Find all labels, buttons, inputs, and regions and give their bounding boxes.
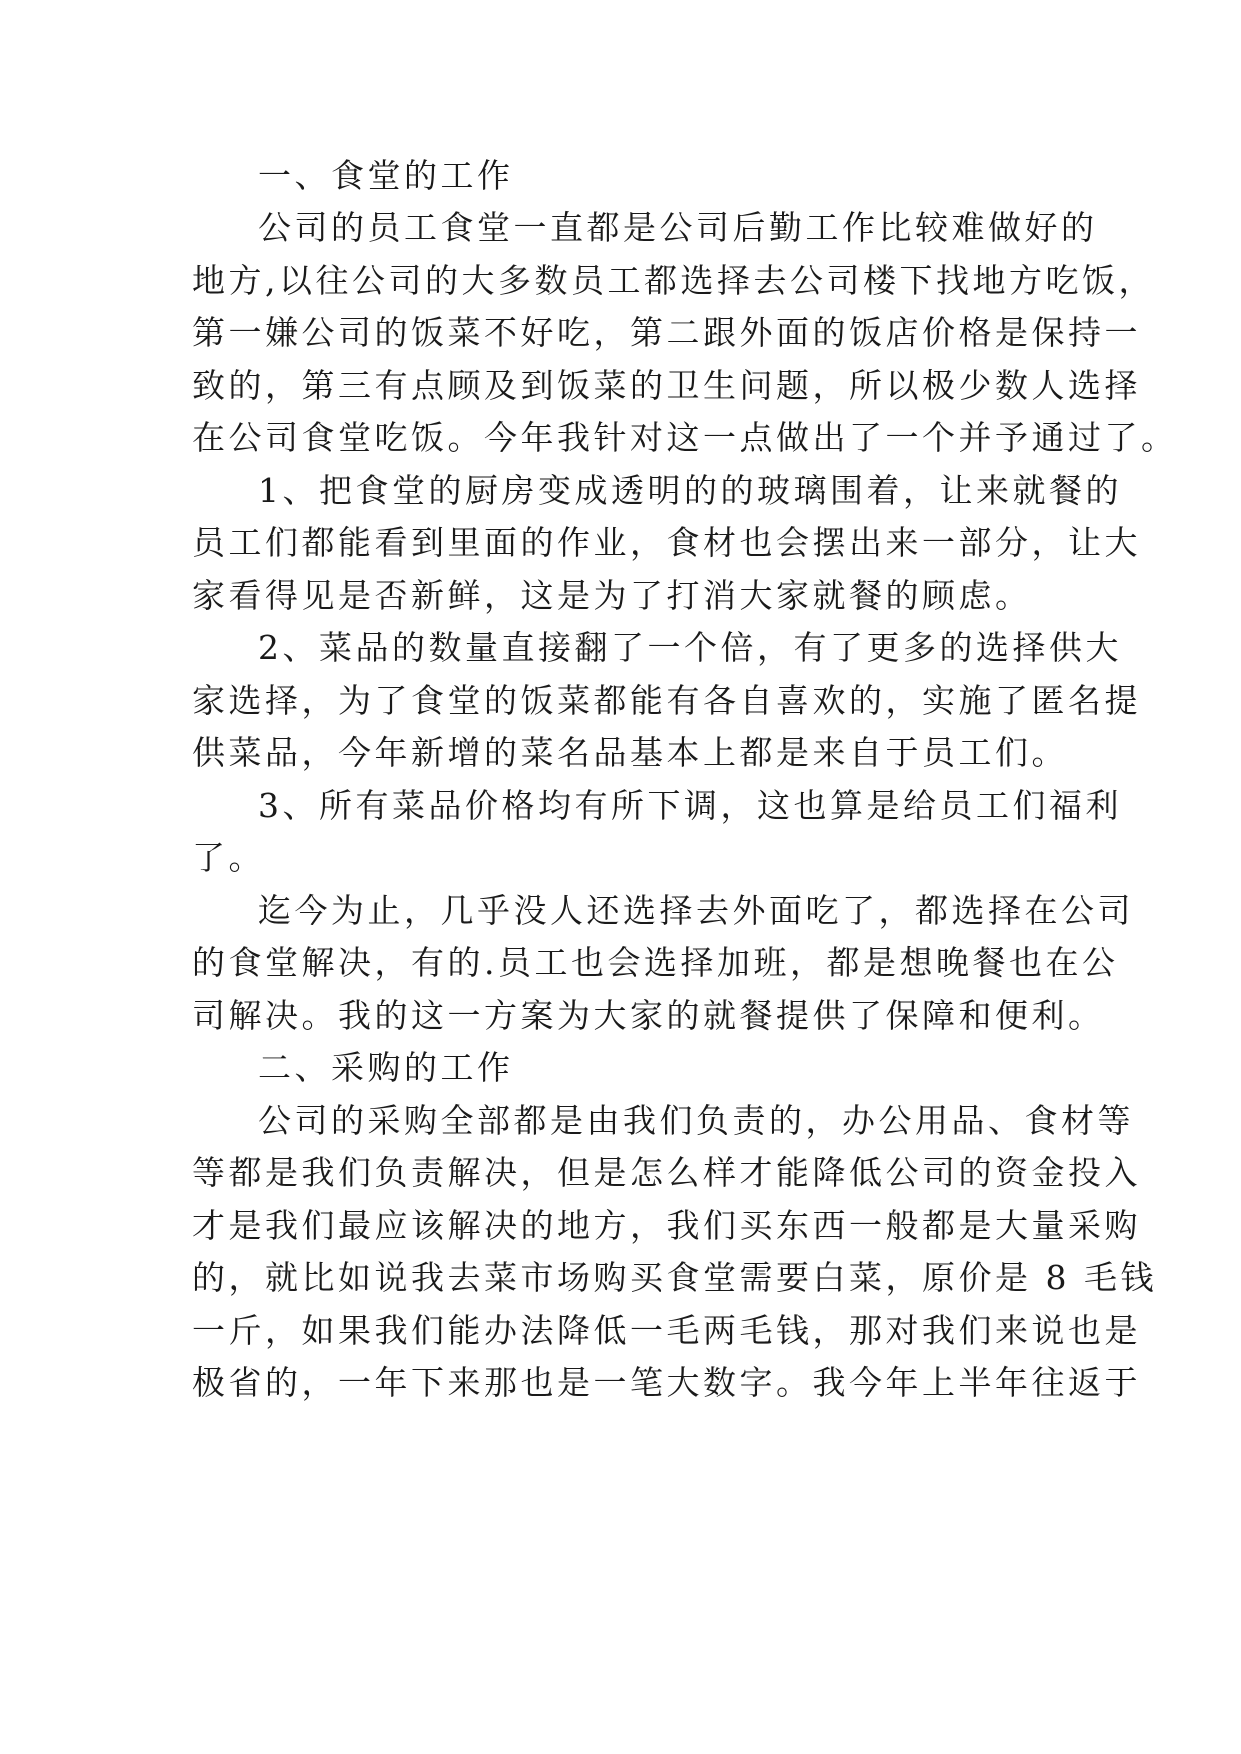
paragraph-line: 家选择，为了食堂的饭菜都能有各自喜欢的，实施了匿名提 (192, 681, 1141, 720)
paragraph-line: 公司的采购全部都是由我们负责的，办公用品、食材等 (258, 1101, 1134, 1140)
paragraph-line: 员工们都能看到里面的作业，食材也会摆出来一部分，让大 (192, 523, 1141, 562)
paragraph-line: 供菜品，今年新增的菜名品基本上都是来自于员工们。 (192, 733, 1068, 772)
paragraph-line: 的食堂解决，有的.员工也会选择加班，都是想晚餐也在公 (192, 943, 1119, 982)
paragraph-line: 公司的员工食堂一直都是公司后勤工作比较难做好的 (258, 208, 1098, 247)
paragraph-line: 在公司食堂吃饭。今年我针对这一点做出了一个并予通过了。 (192, 418, 1178, 457)
paragraph-line: 了。 (192, 838, 265, 877)
paragraph-line: 司解决。我的这一方案为大家的就餐提供了保障和便利。 (192, 996, 1105, 1035)
paragraph-line: 迄今为止，几乎没人还选择去外面吃了，都选择在公司 (258, 891, 1134, 930)
list-item-2: 2、菜品的数量直接翻了一个倍，有了更多的选择供大 (258, 628, 1122, 667)
paragraph-line: 第一嫌公司的饭菜不好吃，第二跟外面的饭店价格是保持一 (192, 313, 1141, 352)
paragraph-line: 一斤，如果我们能办法降低一毛两毛钱，那对我们来说也是 (192, 1311, 1141, 1350)
section-heading-canteen: 一、食堂的工作 (258, 156, 514, 195)
paragraph-line: 地方,以往公司的大多数员工都选择去公司楼下找地方吃饭， (192, 261, 1155, 300)
list-item-1: 1、把食堂的厨房变成透明的的玻璃围着，让来就餐的 (258, 471, 1122, 510)
paragraph-line: 才是我们最应该解决的地方，我们买东西一般都是大量采购 (192, 1206, 1141, 1245)
list-item-3: 3、所有菜品价格均有所下调，这也算是给员工们福利 (258, 786, 1122, 825)
paragraph-line: 家看得见是否新鲜，这是为了打消大家就餐的顾虑。 (192, 576, 1032, 615)
section-heading-purchasing: 二、采购的工作 (258, 1048, 514, 1087)
paragraph-line: 等都是我们负责解决，但是怎么样才能降低公司的资金投入 (192, 1153, 1141, 1192)
paragraph-line: 致的，第三有点顾及到饭菜的卫生问题，所以极少数人选择 (192, 366, 1141, 405)
paragraph-line: 的，就比如说我去菜市场购买食堂需要白菜，原价是 8 毛钱 (192, 1258, 1157, 1297)
paragraph-line: 极省的，一年下来那也是一笔大数字。我今年上半年往返于 (192, 1363, 1141, 1402)
